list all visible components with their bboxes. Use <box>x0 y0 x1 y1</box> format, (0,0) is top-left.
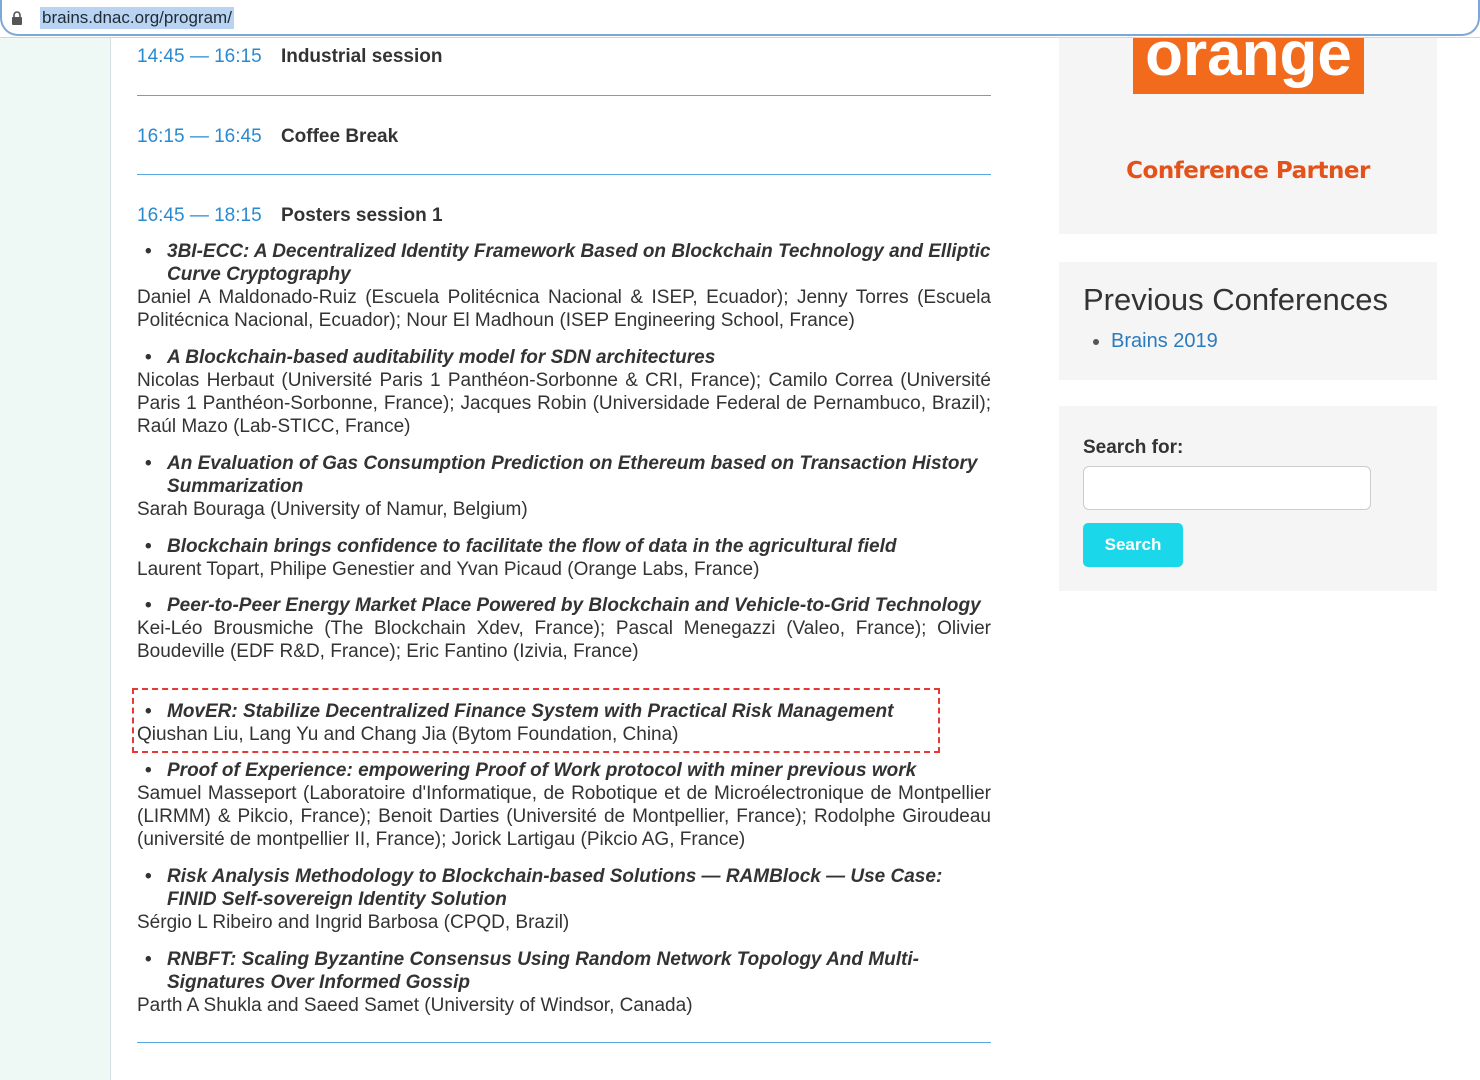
session-title: Posters session 1 <box>280 205 443 226</box>
list-item <box>1111 330 1218 353</box>
paper-title: • MovER: Stabilize Decentralized Finance System with Practical Risk Management <box>137 700 991 723</box>
search-label: Search for: <box>1083 437 1184 458</box>
search-button[interactable]: Search <box>1083 523 1183 567</box>
paper-authors: Parth A Shukla and Saeed Samet (University of Windsor, Canada) <box>137 995 693 1016</box>
highlight-box <box>132 688 940 753</box>
paper-authors: Laurent Topart, Philipe Genestier and Yvan Picaud (Orange Labs, France) <box>137 559 760 580</box>
sponsor-widget <box>1059 38 1437 234</box>
paper-title: • RNBFT: Scaling Byzantine Consensus Using Random Network Topology And Multi-Signatures Over Informed Gossip <box>137 948 991 994</box>
orange-logo[interactable]: orange <box>1133 38 1364 94</box>
search-input[interactable] <box>1083 466 1371 510</box>
paper-item <box>137 865 991 934</box>
session-row <box>137 205 991 227</box>
paper-item <box>137 452 991 521</box>
previous-conferences-widget <box>1059 262 1437 380</box>
session-title: Coffee Break <box>280 126 399 147</box>
sponsor-caption: Conference Partner <box>1126 158 1370 184</box>
page-content <box>110 38 1480 1080</box>
session-time: 16:15 — 16:45 <box>137 126 262 147</box>
session-title: Industrial session <box>280 46 443 67</box>
paper-title: • Risk Analysis Methodology to Blockchain-based Solutions — RAMBlock — Use Case: FINID Self-sovereign Identity Solution <box>137 865 991 911</box>
paper-title: • Proof of Experience: empowering Proof of Work protocol with miner previous work <box>137 759 991 782</box>
conference-link[interactable]: Brains 2019 <box>1111 330 1218 352</box>
paper-item <box>137 594 991 663</box>
paper-authors: Sarah Bouraga (University of Namur, Belgium) <box>137 499 528 520</box>
previous-conferences-list <box>1083 330 1218 353</box>
session-time: 16:45 — 18:15 <box>137 205 262 226</box>
session-time: 14:45 — 16:15 <box>137 46 262 67</box>
divider <box>137 174 991 175</box>
widget-title: Previous Conferences <box>1083 282 1388 317</box>
paper-authors: Samuel Masseport (Laboratoire d'Informatique, de Robotique et de Microélectronique de Montpellier (LIRMM) & Pikcio, France); Benoit Darties (Université de Montpellier, France); Rodolphe Giroudeau (université de montpellier II, France); Jorick Lartigau (Pikcio AG, France) <box>137 783 991 850</box>
paper-title: • Blockchain brings confidence to facilitate the flow of data in the agricultural field <box>137 535 991 558</box>
divider <box>137 1042 991 1043</box>
paper-authors: Sérgio L Ribeiro and Ingrid Barbosa (CPQD, Brazil) <box>137 912 570 933</box>
session-row <box>137 46 991 68</box>
lock-icon <box>12 11 22 25</box>
paper-authors: Kei-Léo Brousmiche (The Blockchain Xdev, France); Pascal Menegazzi (Valeo, France); Olivier Boudeville (EDF R&D, France); Eric Fantino (Izivia, France) <box>137 618 991 662</box>
paper-item <box>137 948 991 1017</box>
browser-address-bar[interactable] <box>0 0 1480 38</box>
divider <box>137 95 991 96</box>
paper-authors: Daniel A Maldonado-Ruiz (Escuela Politécnica Nacional & ISEP, Ecuador); Jenny Torres (Escuela Politécnica Nacional, Ecuador); Nour El Madhoun (ISEP Engineering School, France) <box>137 287 991 331</box>
paper-item <box>137 346 991 438</box>
paper-item <box>137 240 991 332</box>
paper-title: • 3BI-ECC: A Decentralized Identity Framework Based on Blockchain Technology and Elliptic Curve Cryptography <box>137 240 991 286</box>
url-text[interactable]: brains.dnac.org/program/ <box>42 8 232 27</box>
paper-item <box>137 759 991 851</box>
paper-title: • An Evaluation of Gas Consumption Prediction on Ethereum based on Transaction History Summarization <box>137 452 991 498</box>
paper-authors: Nicolas Herbaut (Université Paris 1 Panthéon-Sorbonne & CRI, France); Camilo Correa (Université Paris 1 Panthéon-Sorbonne, France); Jacques Robin (Universidade Federal de Pernambuco, Brazil); Raúl Mazo (Lab-STICC, France) <box>137 370 991 437</box>
session-row <box>137 126 991 148</box>
paper-title: • A Blockchain-based auditability model for SDN architectures <box>137 346 991 369</box>
paper-authors: Qiushan Liu, Lang Yu and Chang Jia (Bytom Foundation, China) <box>137 724 679 745</box>
search-widget <box>1059 406 1437 591</box>
paper-title: • Peer-to-Peer Energy Market Place Powered by Blockchain and Vehicle-to-Grid Technology <box>137 594 991 617</box>
paper-item <box>137 535 991 581</box>
